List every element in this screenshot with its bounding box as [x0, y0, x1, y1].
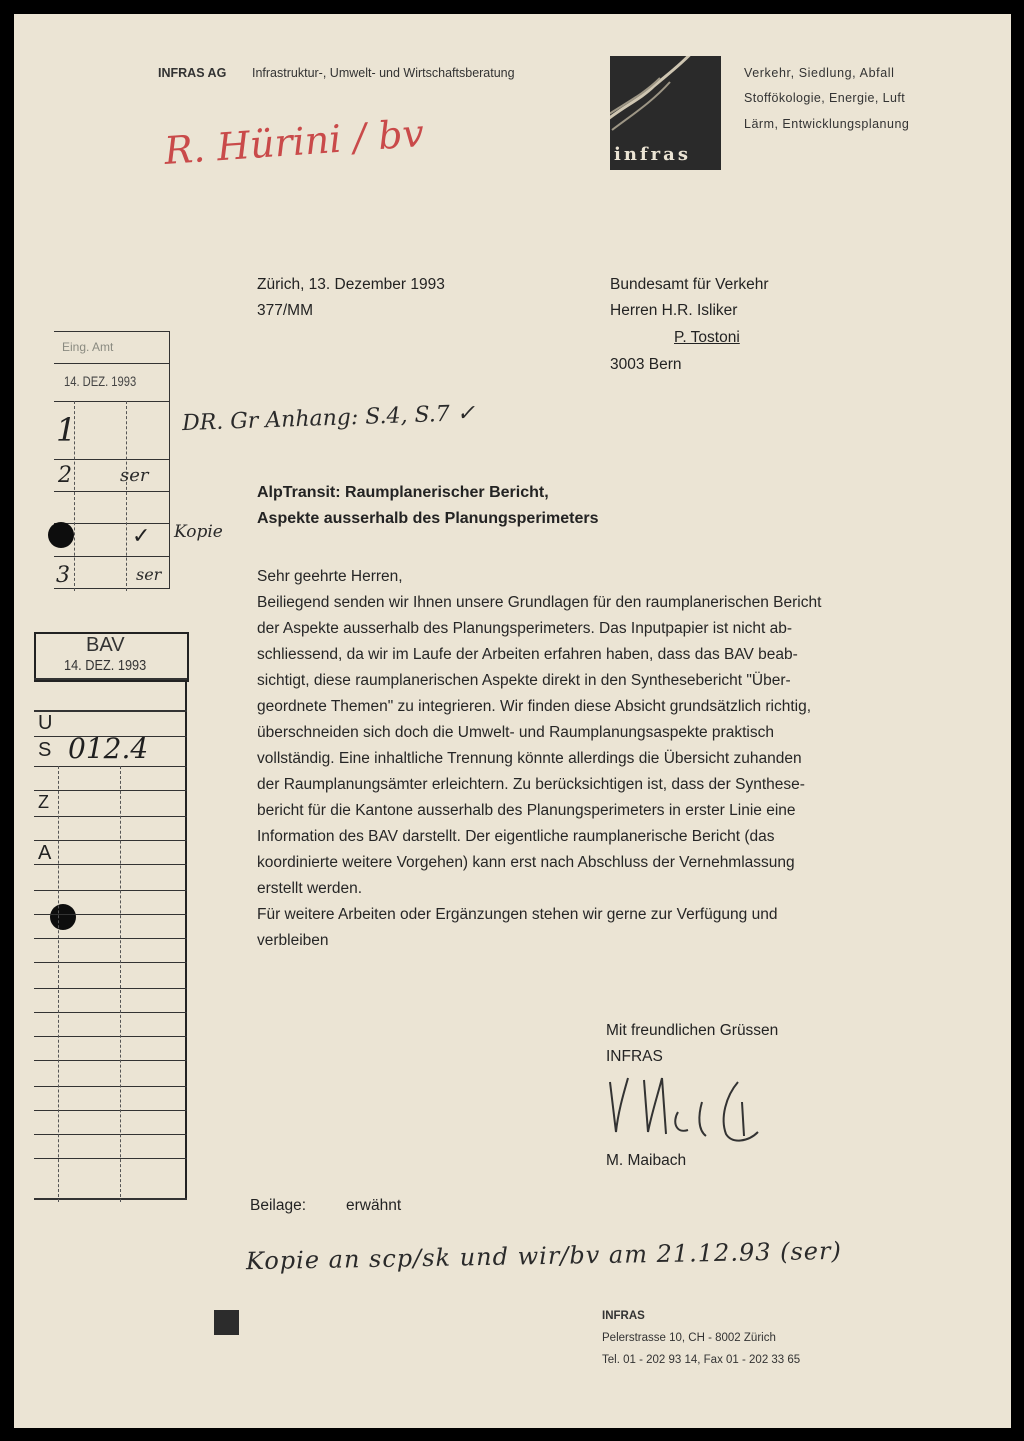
stamp-header: Eing. Amt: [62, 340, 114, 354]
recipient-line-3: P. Tostoni: [674, 329, 740, 346]
checkmark-icon: ✓: [132, 523, 151, 548]
signatory-name: M. Maibach: [606, 1152, 687, 1169]
company-name: INFRAS AG: [158, 66, 227, 80]
stamp-row-2: 2: [58, 463, 72, 488]
body-line: bericht für die Kantone ausserhalb des Planungsperimeters in erster Linie eine: [257, 802, 796, 819]
enclosure-value: erwähnt: [346, 1197, 402, 1214]
stamp-row-3: 3: [56, 563, 70, 588]
handwritten-routing-note: R. Hürini / bv: [162, 110, 426, 174]
bav-letter-z: Z: [38, 792, 49, 812]
stamp-mark-ser-2: ser: [136, 565, 162, 584]
service-line-2: Stoffökologie, Energie, Luft: [744, 91, 906, 105]
company-tagline: Infrastruktur-, Umwelt- und Wirtschaftsberatung: [252, 66, 515, 80]
recipient-line-2: Herren H.R. Isliker: [610, 302, 738, 319]
closing-greeting: Mit freundlichen Grüssen: [606, 1022, 779, 1039]
subject-line-2: Aspekte ausserhalb des Planungsperimeters: [257, 510, 599, 527]
copy-note: Kopie: [174, 522, 223, 542]
service-line-3: Lärm, Entwicklungsplanung: [744, 117, 910, 131]
infras-logo: [610, 56, 721, 170]
punch-hole-1: [48, 522, 74, 548]
enclosure-label: Beilage:: [250, 1197, 307, 1214]
body-line: vollständig. Eine inhaltliche Trennung könnte allerdings die Übersicht zuhanden: [257, 750, 802, 767]
bav-letter-s: S: [38, 739, 52, 761]
bav-letter-u: U: [38, 712, 53, 734]
bav-letter-a: A: [38, 842, 52, 864]
subject-line-1: AlpTransit: Raumplanerischer Bericht,: [257, 484, 549, 501]
stamp-date: 14. DEZ. 1993: [64, 373, 137, 389]
handwritten-margin-note: DR. Gr Anhang: S.4, S.7 ✓: [181, 400, 476, 437]
body-line: erstellt werden.: [257, 880, 363, 897]
bav-stamp-title: BAV: [86, 634, 125, 656]
body-line: überschneiden sich doch die Umwelt- und Raumplanungsaspekte praktisch: [257, 724, 774, 741]
body-line: Beiliegend senden wir Ihnen unsere Grundlagen für den raumplanerischen Bericht: [257, 594, 822, 611]
service-line-1: Verkehr, Siedlung, Abfall: [744, 66, 895, 80]
reference: 377/MM: [257, 302, 313, 319]
signature: [602, 1072, 772, 1148]
footer-address: Pelerstrasse 10, CH - 8002 Zürich: [602, 1332, 776, 1344]
body-line: der Aspekte ausserhalb des Planungsperimeters. Das Inputpapier ist nicht ab-: [257, 620, 793, 637]
salutation: Sehr geehrte Herren,: [257, 568, 403, 585]
bav-ref-number: 012.4: [68, 732, 149, 765]
body-line: Information des BAV darstellt. Der eigentliche raumplanerische Bericht (das: [257, 828, 775, 845]
footer-mark: [214, 1310, 239, 1335]
received-stamp: [54, 331, 169, 591]
letter-page: [14, 14, 1011, 1428]
handwritten-copy-note: Kopie an scp/sk und wir/bv am 21.12.93 (ser): [245, 1236, 843, 1276]
logo-wordmark: infras: [614, 144, 691, 165]
footer-company: INFRAS: [602, 1310, 645, 1322]
body-line: Für weitere Arbeiten oder Ergänzungen stehen wir gerne zur Verfügung und: [257, 906, 778, 923]
body-line: der Raumplanungsämter erleichtern. Zu berücksichtigen ist, dass der Synthese-: [257, 776, 805, 793]
stamp-row-1: 1: [56, 411, 77, 449]
bav-stamp-date: 14. DEZ. 1993: [64, 657, 147, 674]
recipient-line-4: 3003 Bern: [610, 356, 682, 373]
body-line: sichtigt, diese raumplanerischen Aspekte direkt in den Synthesebericht "Über-: [257, 672, 791, 689]
footer-phone-fax: Tel. 01 - 202 93 14, Fax 01 - 202 33 65: [602, 1354, 801, 1366]
body-line: schliessend, da wir im Laufe der Arbeiten erfahren haben, dass das BAV beab-: [257, 646, 798, 663]
stamp-mark-ser: ser: [120, 465, 149, 486]
recipient-line-1: Bundesamt für Verkehr: [610, 276, 769, 293]
body-line: geordnete Themen" zu integrieren. Wir finden diese Absicht grundsätzlich richtig,: [257, 698, 812, 715]
closing-company: INFRAS: [606, 1048, 663, 1065]
body-line: koordinierte weitere Vorgehen) kann erst nach Abschluss der Vernehmlassung: [257, 854, 795, 871]
bav-stamp: [34, 632, 187, 1202]
body-line: verbleiben: [257, 932, 329, 949]
place-date: Zürich, 13. Dezember 1993: [257, 276, 445, 293]
